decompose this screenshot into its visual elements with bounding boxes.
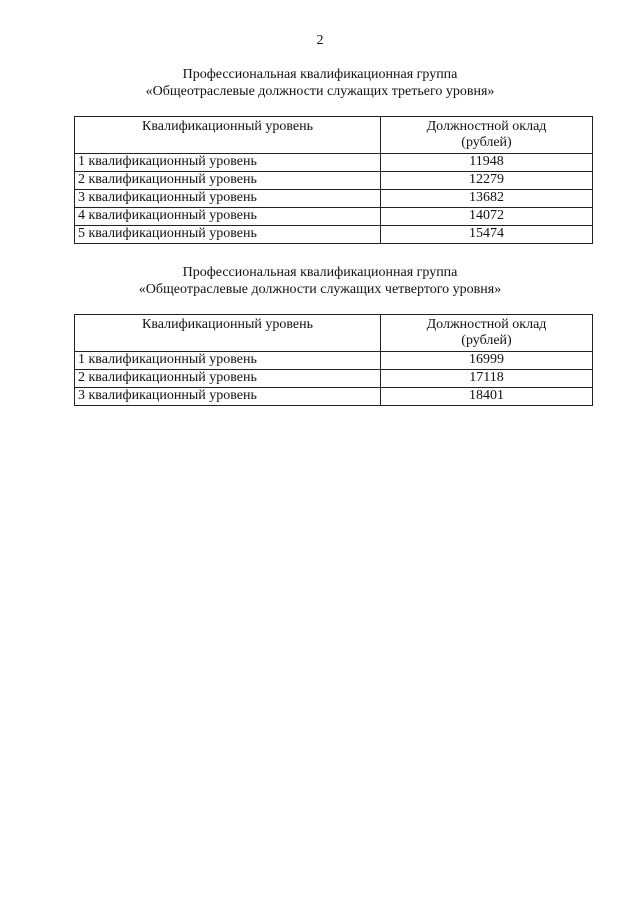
table-header-row [75,315,593,352]
group-subtitle-line: «Общеотраслевые должности служащих третьего уровня» [145,84,495,99]
column-header-level: Квалификационный уровень [75,315,381,352]
table-row [75,352,593,370]
group-heading-third-level [0,66,640,100]
level-cell: 3 квалификационный уровень [75,388,381,406]
page-number: 2 [316,33,324,48]
level-cell: 2 квалификационный уровень [75,370,381,388]
salary-cell: 13682 [381,190,593,208]
salary-table-third-level [74,116,593,244]
salary-header-unit: (рублей) [461,333,512,348]
salary-cell: 11948 [381,154,593,172]
level-cell: 4 квалификационный уровень [75,208,381,226]
salary-cell: 18401 [381,388,593,406]
level-cell: 2 квалификационный уровень [75,172,381,190]
table-row [75,208,593,226]
column-header-salary [381,117,593,154]
column-header-salary [381,315,593,352]
level-cell: 3 квалификационный уровень [75,190,381,208]
salary-cell: 12279 [381,172,593,190]
table-header-row [75,117,593,154]
level-cell: 5 квалификационный уровень [75,226,381,244]
group-title-line: Профессиональная квалификационная группа [182,67,458,82]
salary-cell: 16999 [381,352,593,370]
level-cell: 1 квалификационный уровень [75,352,381,370]
salary-cell: 17118 [381,370,593,388]
table-row [75,154,593,172]
table-row [75,370,593,388]
table-row [75,172,593,190]
table-row [75,226,593,244]
group-heading-fourth-level [0,264,640,298]
table-row [75,388,593,406]
table-row [75,190,593,208]
salary-header-line: Должностной оклад [426,317,547,332]
column-header-level: Квалификационный уровень [75,117,381,154]
salary-header-line: Должностной оклад [426,119,547,134]
salary-cell: 15474 [381,226,593,244]
salary-cell: 14072 [381,208,593,226]
level-cell: 1 квалификационный уровень [75,154,381,172]
salary-table-fourth-level [74,314,593,406]
salary-header-unit: (рублей) [461,135,512,150]
group-subtitle-line: «Общеотраслевые должности служащих четвертого уровня» [138,282,502,297]
group-title-line: Профессиональная квалификационная группа [182,265,458,280]
